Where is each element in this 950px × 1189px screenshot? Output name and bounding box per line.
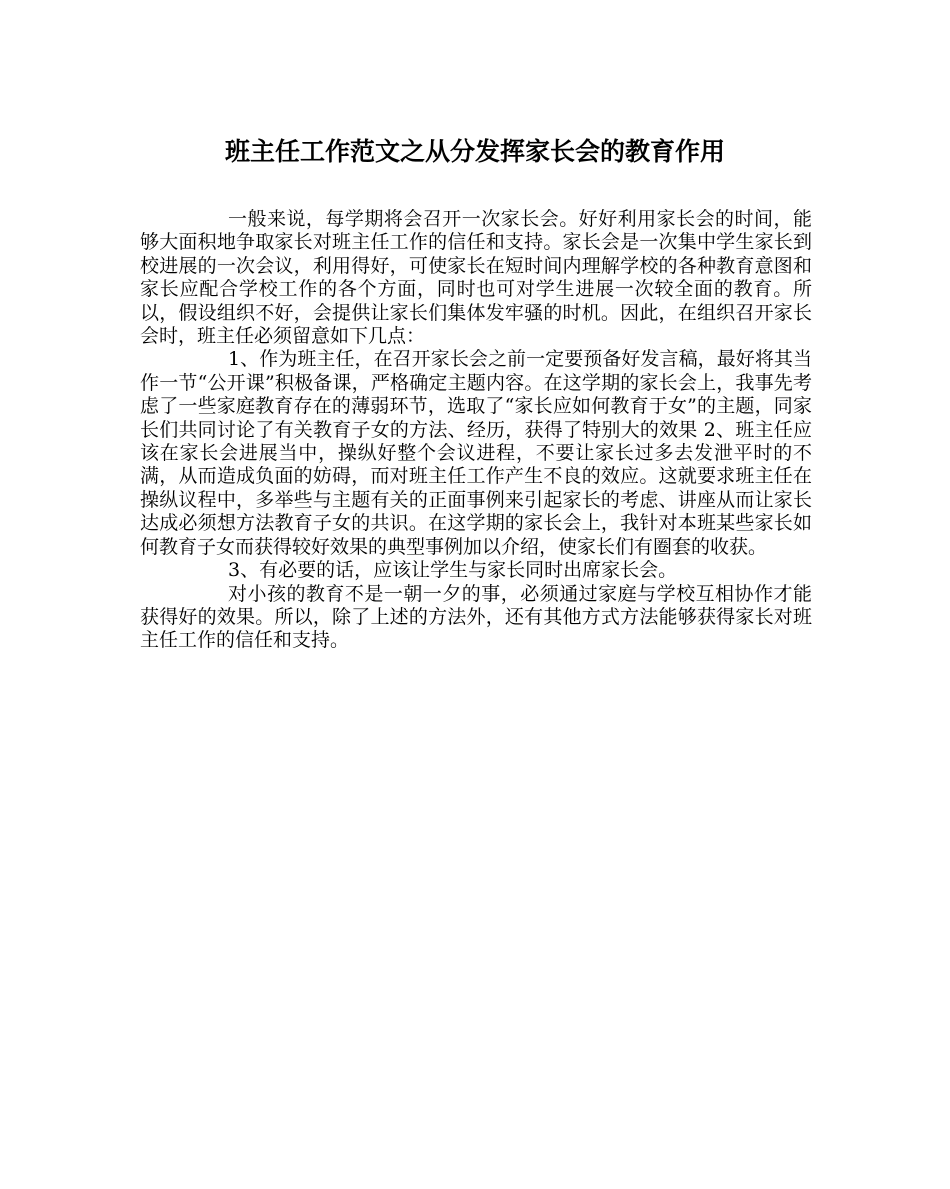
paragraph-intro: 一般来说，每学期将会召开一次家长会。好好利用家长会的时间，能够大面积地争取家长对班主任工作的信任和支持。家长会是一次集中学生家长到校进展的一次会议，利用得好，可使家长在短时间内理解学校的各种教育意图和家长应配合学校工作的各个方面，同时也可对学生进展一次较全面的教育。所以，假设组织不好，会提供让家长们集体发牢骚的时机。因此，在组织召开家长会时，班主任必须留意如下几点： [140,208,812,348]
paragraph-point-1-2: 1、作为班主任，在召开家长会之前一定要预备好发言稿，最好将其当作一节“公开课”积极备课，严格确定主题内容。在这学期的家长会上，我事先考虑了一些家庭教育存在的薄弱环节，选取了“家长应如何教育于女”的主题，同家长们共同讨论了有关教育子女的方法、经历，获得了特别大的效果 2、班主任应该在家长会进展当中，操纵好整个会议进程，不要让家长过多去发泄平时的不满，从而造成负面的妨碍，而对班主任工作产生不良的效应。这就要求班主任在操纵议程中，多举些与主题有关的正面事例来引起家长的考虑、讲座从而让家长达成必须想方法教育子女的共识。在这学期的家长会上，我针对本班某些家长如何教育子女而获得较好效果的典型事例加以介绍，使家长们有圈套的收获。 [140,348,812,558]
paragraph-point-3: 3、有必要的话，应该让学生与家长同时出席家长会。 [228,559,678,582]
page-title: 班主任工作范文之从分发挥家长会的教育作用 [224,137,725,166]
paragraph-conclusion: 对小孩的教育不是一朝一夕的事，必须通过家庭与学校互相协作才能获得好的效果。所以，除了上述的方法外，还有其他方式方法能够获得家长对班主任工作的信任和支持。 [140,582,812,652]
document-body [140,208,812,653]
